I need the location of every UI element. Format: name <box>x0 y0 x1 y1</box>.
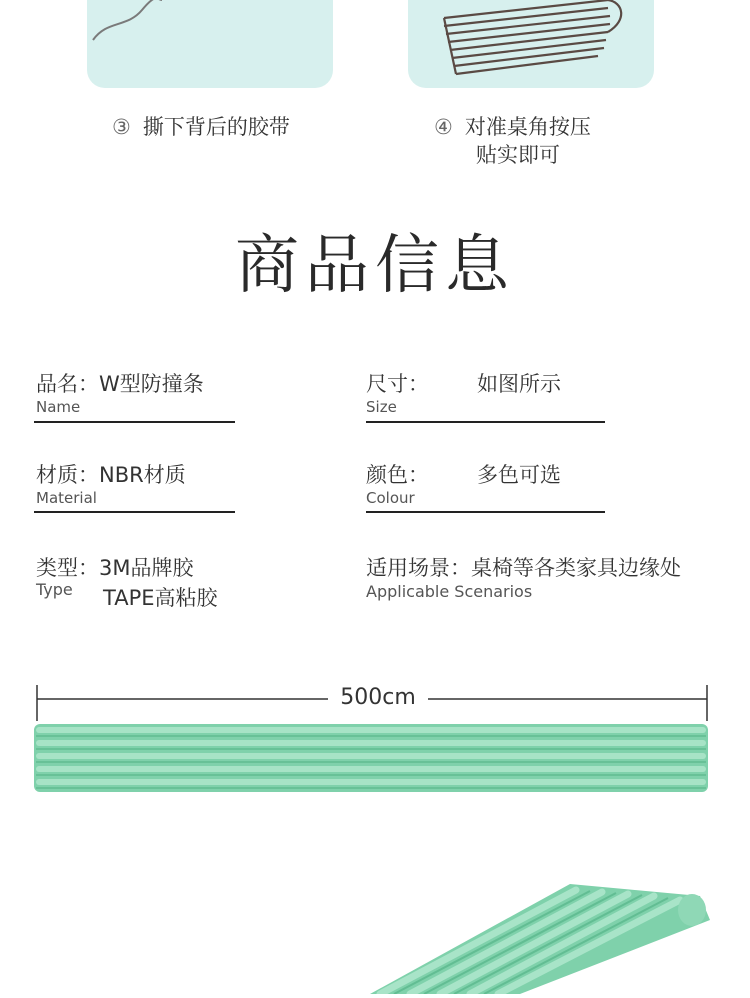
field-label: 尺寸： <box>366 372 429 396</box>
step-number: ④ <box>434 115 453 139</box>
field-label-en: Type <box>36 580 73 599</box>
divider <box>34 511 235 513</box>
product-perspective-image <box>370 880 710 994</box>
divider <box>366 421 605 423</box>
field-colour <box>366 459 561 507</box>
step3-illustration <box>87 0 333 88</box>
field-label-en: Applicable Scenarios <box>366 582 533 601</box>
field-value: 如图所示 <box>477 372 561 396</box>
field-label-en: Size <box>366 398 397 416</box>
field-label: 品名： <box>36 372 99 396</box>
field-scenario <box>366 552 681 601</box>
step-number: ③ <box>112 115 131 139</box>
field-label-en: Name <box>36 398 81 416</box>
field-value-line2: TAPE高粘胶 <box>103 586 218 610</box>
step-text: 撕下背后的胶带 <box>142 115 290 139</box>
section-title: 商品信息 <box>235 229 515 303</box>
field-label-en: Colour <box>366 489 415 507</box>
field-label: 适用场景： <box>366 556 471 580</box>
dimension-label: 500cm <box>340 685 416 710</box>
step4-illustration <box>408 0 654 88</box>
field-size <box>366 368 561 416</box>
field-material <box>36 459 186 507</box>
field-name <box>36 368 204 416</box>
step-3 <box>112 113 290 141</box>
field-type-value2 <box>103 582 218 612</box>
field-value: 3M品牌胶 <box>99 556 194 580</box>
field-label-en: Material <box>36 489 97 507</box>
step-text-line2: 贴实即可 <box>476 143 560 167</box>
step-text: 对准桌角按压 <box>464 115 591 139</box>
field-value: W型防撞条 <box>99 372 204 396</box>
dimension-line <box>36 683 708 723</box>
field-label: 颜色： <box>366 463 429 487</box>
field-label: 材质： <box>36 463 99 487</box>
field-label: 类型： <box>36 556 99 580</box>
product-strip <box>34 724 708 792</box>
field-value: 多色可选 <box>477 463 561 487</box>
field-type <box>36 552 193 582</box>
step-4 <box>434 113 591 169</box>
field-value: NBR材质 <box>99 463 186 487</box>
divider <box>34 421 235 423</box>
field-type-en <box>36 580 73 599</box>
divider <box>366 511 605 513</box>
field-value: 桌椅等各类家具边缘处 <box>471 556 681 580</box>
